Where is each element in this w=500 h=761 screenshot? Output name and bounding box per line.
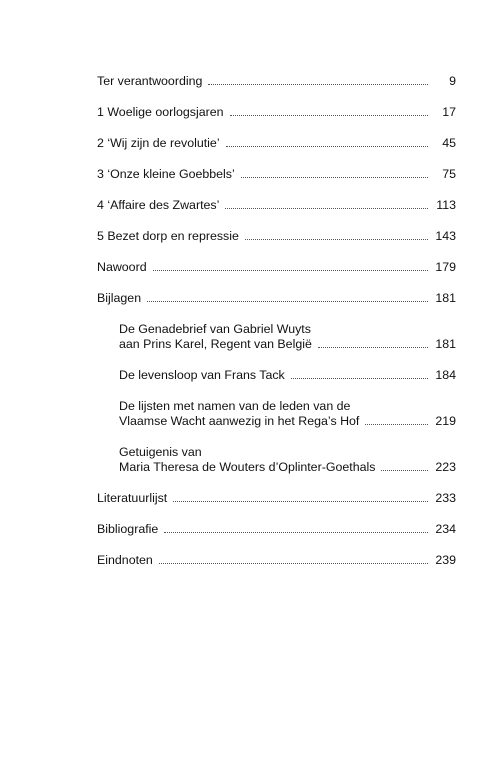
toc-entry [97, 291, 456, 306]
toc-entry [97, 136, 456, 151]
toc-entry-title-line: 4 ‘Affaire des Zwartes’ [97, 198, 220, 212]
toc-entry-title [119, 399, 359, 429]
dot-leader [159, 563, 428, 564]
toc-entry [97, 553, 456, 565]
toc-entry-title-line: De levensloop van Frans Tack [119, 368, 285, 382]
toc-entry-page-number: 45 [442, 136, 456, 150]
toc-entry-title [97, 229, 239, 244]
toc-entry-title [97, 198, 219, 213]
toc-entry [97, 74, 456, 89]
table-of-contents [97, 74, 456, 565]
toc-entry [97, 260, 456, 275]
toc-entry-page-number: 223 [435, 460, 456, 474]
dot-leader [241, 177, 428, 178]
toc-entry-title-line: Eindnoten [97, 553, 153, 565]
dot-leader [153, 270, 428, 271]
toc-entry [119, 368, 456, 383]
toc-entry-title-line: 1 Woelige oorlogsjaren [97, 105, 224, 119]
toc-entry-title [97, 74, 202, 89]
dot-leader [230, 115, 428, 116]
toc-entry-page-number: 234 [435, 522, 456, 536]
toc-entry-title [97, 553, 153, 565]
dot-leader [147, 301, 428, 302]
toc-entry-page-number: 181 [435, 337, 456, 351]
toc-entry-title [119, 445, 375, 475]
toc-entry-page-number: 219 [435, 414, 456, 428]
toc-entry-title-line: Vlaamse Wacht aanwezig in het Rega’s Hof [119, 414, 360, 428]
toc-entry-title [97, 291, 141, 306]
dot-leader [245, 239, 428, 240]
dot-leader [291, 378, 428, 379]
toc-entry [97, 491, 456, 506]
toc-entry-page-number: 179 [435, 260, 456, 274]
toc-entry [119, 445, 456, 475]
toc-entry-page-number: 143 [435, 229, 456, 243]
toc-entry-title-line: Maria Theresa de Wouters d’Oplinter-Goethals [119, 460, 376, 474]
toc-entry-title-line: 2 ‘Wij zijn de revolutie’ [97, 136, 220, 150]
dot-leader [226, 146, 428, 147]
toc-entry-title-line: Ter verantwoording [97, 74, 203, 88]
toc-entry [97, 105, 456, 120]
toc-entry [97, 198, 456, 213]
toc-entry-title [97, 167, 235, 182]
toc-entry-title-line: 3 ‘Onze kleine Goebbels’ [97, 167, 235, 181]
toc-entry-title-line: Literatuurlijst [97, 491, 168, 505]
toc-entry-title-line: De lijsten met namen van de leden van de [119, 399, 351, 413]
toc-entry-title [97, 105, 224, 120]
toc-entry-page-number: 9 [449, 74, 456, 88]
toc-entry-page-number: 233 [435, 491, 456, 505]
toc-entry-title-line: 5 Bezet dorp en repressie [97, 229, 239, 243]
dot-leader [164, 532, 428, 533]
dot-leader [318, 347, 428, 348]
toc-entry [119, 322, 456, 352]
dot-leader [381, 470, 428, 471]
toc-entry-page-number: 239 [435, 553, 456, 565]
toc-entry-title [119, 368, 285, 383]
toc-entry-page-number: 113 [436, 198, 456, 212]
toc-entry-title [97, 522, 158, 537]
toc-entry-title-line: aan Prins Karel, Regent van België [119, 337, 312, 351]
toc-entry-title [97, 491, 167, 506]
toc-entry [97, 229, 456, 244]
toc-entry-title-line: Bijlagen [97, 291, 142, 305]
toc-entry-title-line: Nawoord [97, 260, 147, 274]
toc-entry [97, 522, 456, 537]
toc-entry-title [97, 260, 147, 275]
toc-entry-title [119, 322, 312, 352]
dot-leader [365, 424, 428, 425]
toc-entry-title [97, 136, 220, 151]
dot-leader [225, 208, 428, 209]
toc-entry-title-line: Bibliografie [97, 522, 159, 536]
toc-entry-page-number: 75 [442, 167, 456, 181]
toc-entry [97, 167, 456, 182]
toc-entry-page-number: 17 [442, 105, 456, 119]
toc-entry-title-line: De Genadebrief van Gabriel Wuyts [119, 322, 311, 336]
toc-entry-page-number: 181 [435, 291, 456, 305]
toc-entry [119, 399, 456, 429]
toc-entry-title-line: Getuigenis van [119, 445, 202, 459]
dot-leader [208, 84, 428, 85]
toc-entry-page-number: 184 [435, 368, 456, 382]
dot-leader [173, 501, 428, 502]
